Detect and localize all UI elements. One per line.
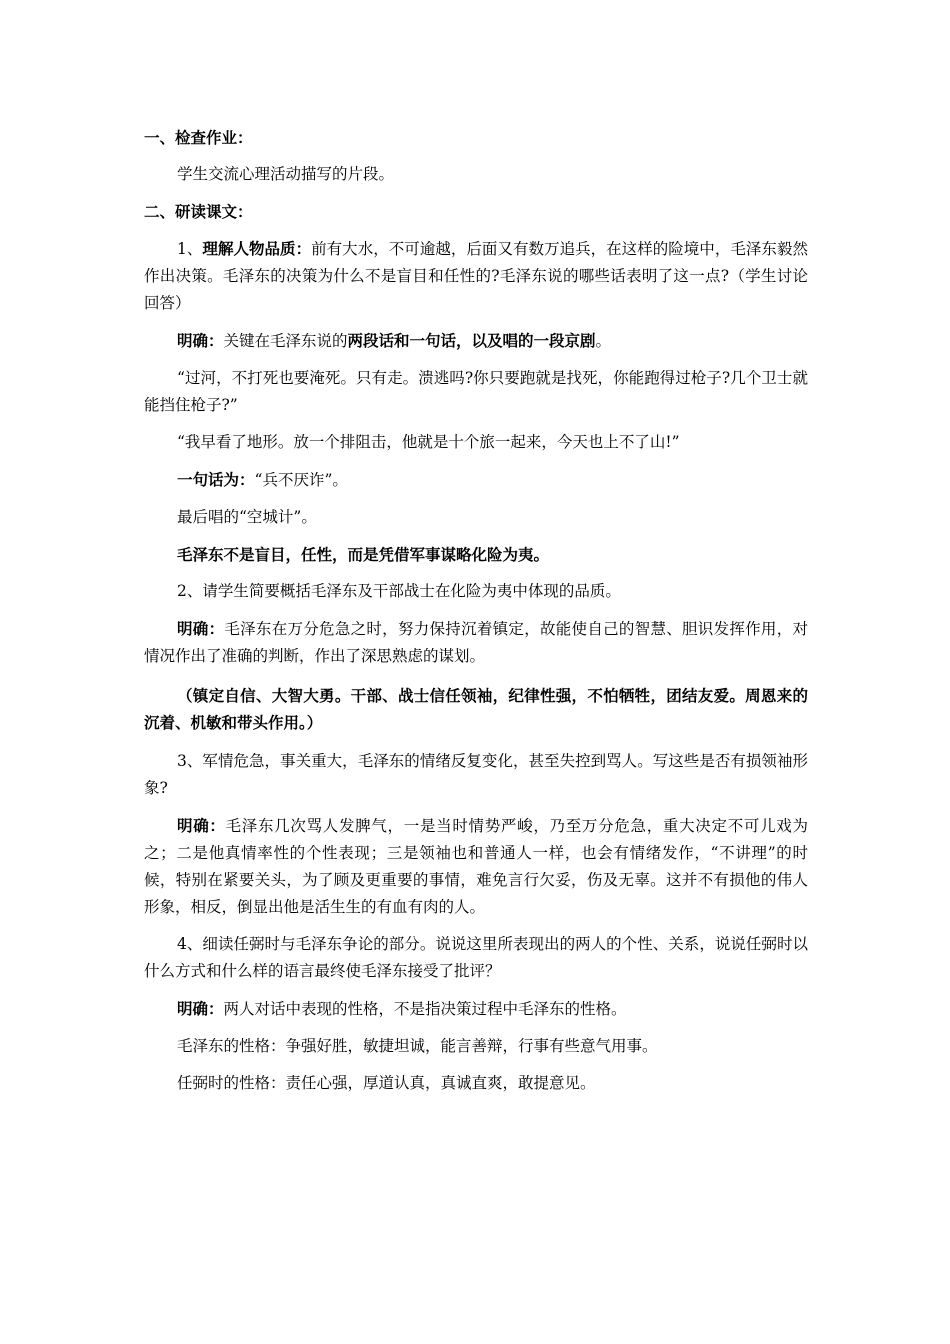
answer-label: 明确： (177, 331, 224, 350)
question-4: 4、细读任弼时与毛泽东争论的部分。说说这里所表现出的两人的个性、关系，说说任弼时以什么方式和什么样的语言最终使毛泽东接受了批评？ (144, 935, 808, 980)
section-heading-2: 二、研读课文： (144, 202, 253, 221)
answer-label: 明确： (177, 816, 226, 835)
conclusion: 毛泽东不是盲目，任性，而是凭借军事谋略化险为夷。 (177, 545, 550, 564)
question-3: 3、军情危急，事关重大，毛泽东的情绪反复变化，甚至失控到骂人。写这些是否有损领袖形象? (144, 752, 808, 797)
answer-1: 明确：关键在毛泽东说的两段话和一句话，以及唱的一段京剧。 (177, 331, 612, 350)
quote-1: “过河，不打死也要淹死。只有走。溃逃吗?你只要跑就是找死，你能跑得过枪子?几个卫士就能挡住枪子?” (144, 369, 808, 414)
paragraph: 学生交流心理活动描写的片段。 (177, 165, 395, 183)
ren-character: 任弼时的性格：责任心强，厚道认真，真诚直爽，敢提意见。 (177, 1074, 596, 1092)
question-1: 1、理解人物品质：前有大水，不可逾越，后面又有数万追兵，在这样的险境中，毛泽东毅然作出决策。毛泽东的决策为什么不是盲目和任性的?毛泽东说的哪些话表明了这一点?（学生讨论回答） (144, 239, 808, 312)
answer-2-summary: （镇定自信、大智大勇。干部、战士信任领袖，纪律性强，不怕牺牲，团结友爱。周恩来的沉着、机敏和带头作用。） (144, 686, 808, 732)
question-1-lead: 理解人物品质： (202, 239, 312, 258)
section-heading-1: 一、检查作业： (144, 128, 253, 147)
answer-4: 明确：两人对话中表现的性格，不是指决策过程中毛泽东的性格。 (177, 999, 627, 1018)
answer-label: 明确： (177, 999, 224, 1018)
answer-2: 明确：毛泽东在万分危急之时，努力保持沉着镇定，故能使自己的智慧、胆识发挥作用，对情况作出了准确的判断，作出了深思熟虑的谋划。 (144, 619, 808, 665)
question-2: 2、请学生简要概括毛泽东及干部战士在化险为夷中体现的品质。 (177, 582, 621, 600)
document-body (144, 124, 808, 1107)
quote-2: “我早看了地形。放一个排阻击，他就是十个旅一起来，今天也上不了山!” (177, 433, 680, 451)
opera-line: 最后唱的“空城计”。 (177, 508, 317, 526)
one-sentence: 一句话为：“兵不厌诈”。 (177, 470, 348, 489)
answer-label: 明确： (177, 619, 225, 638)
mao-character: 毛泽东的性格：争强好胜，敏捷坦诚，能言善辩，行事有些意气用事。 (177, 1037, 658, 1055)
answer-3: 明确：毛泽东几次骂人发脾气，一是当时情势严峻，乃至万分危急，重大决定不可儿戏为之；二是他真情率性的个性表现；三是领袖也和普通人一样，也会有情绪发作，“不讲理”的时候，特别在紧要关头，为了顾及更重要的事情，难免言行欠妥，伤及无辜。这并不有损他的伟人形象，相反，倒显出他是活生生的有血有肉的人。 (144, 816, 808, 916)
